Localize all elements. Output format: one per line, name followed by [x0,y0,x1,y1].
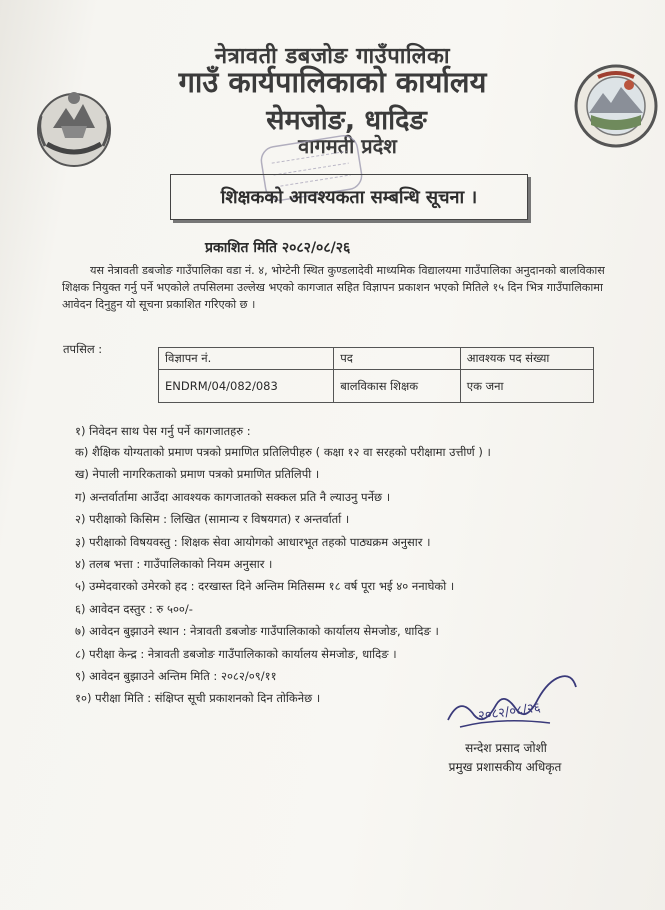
table-header-row [159,348,594,370]
list-item: ग) अन्तर्वार्तामा आउँदा आवश्यक कागजातको सक्कल प्रति नै ल्याउनु पर्नेछ । [75,489,391,504]
signature-date: २०८२/०८/२६ [477,700,542,724]
header-ad-number: विज्ञापन नं. [159,348,334,370]
table-row [159,370,594,403]
list-item: ७) आवेदन बुझाउने स्थान : नेत्रावती डबजोङ गाउँपालिकाको कार्यालय सेमजोङ, धादिङ । [75,624,439,639]
list-item: ५) उम्मेदवारको उमेरको हद : दरखास्त दिने अन्तिम मितिसम्म १८ वर्ष पूरा भई ४० ननाघेको । [75,579,455,594]
requirements-list [75,441,491,710]
list-item: ख) नेपाली नागरिकताको प्रमाण पत्रको प्रमाणित प्रतिलिपी । [75,467,320,482]
province-name: वागमती प्रदेश [298,134,397,158]
header-post: पद [334,348,461,370]
list-item: १०) परीक्षा मिति : संक्षिप्त सूची प्रकाशनको दिन तोकिनेछ । [75,691,321,706]
signatory-title: प्रमुख प्रशासकीय अधिकृत [448,760,562,774]
list-item: ४) तलब भत्ता : गाउँपालिकाको नियम अनुसार । [75,556,273,571]
list-item: क) शैक्षिक योग्यताको प्रमाण पत्रको प्रमाणित प्रतिलिपीहरु ( कक्षा १२ वा सरहको परीक्षामा उत्तीर्ण ) । [75,445,491,459]
notice-title-box [170,174,528,220]
office-location: सेमजोङ, धादिङ [266,105,427,136]
signature-mark [440,665,590,740]
list-item: ९) आवेदन बुझाउने अन्तिम मिति : २०८२/०९/११ [75,668,277,683]
published-date: प्रकाशित मिति २०८२/०८/२६ [205,240,351,256]
list-item: ८) परीक्षा केन्द्र : नेत्रावती डबजोङ गाउँपालिकाको कार्यालय सेमजोङ, धादिङ । [75,646,397,661]
cell-ad-number: ENDRM/04/082/083 [159,370,334,403]
notice-intro-paragraph: यस नेत्रावती डबजोङ गाउँपालिका वडा नं. ४, भोग्टेनी स्थित कुण्डलादेवी माध्यमिक विद्यालयमा गाउँपालिका अनुदानको बालविकास शिक्षक नियुक्त गर्नु पर्ने भएकोले तपसिलमा उल्लेख भएको कागजात सहित विज्ञापन प्रकाशन भएको मितिले १५ दिन भित्र गाउँपालिकामा आवेदन दिनुहुन यो सूचना प्रकाशित गरिएको छ । [62,264,605,311]
list-item: ३) परीक्षाको विषयवस्तु : शिक्षक सेवा आयोगको आधारभूत तहको पाठ्यक्रम अनुसार । [75,534,431,549]
municipality-name: नेत्रावती डबजोङ गाउँपालिका [214,44,451,69]
requirements-title: १) निवेदन साथ पेस गर्नु पर्ने कागजातहरु : [75,424,251,438]
list-item: २) परीक्षाको किसिम : लिखित (सामान्य र विषयगत) र अन्तर्वार्ता । [75,512,350,527]
vacancy-table [158,347,594,403]
cell-required-count: एक जना [460,370,593,403]
list-item: ६) आवेदन दस्तुर : रु ५००/- [75,601,193,616]
tapasil-label: तपसिल : [63,342,103,356]
office-name: गाउँ कार्यपालिकाको कार्यालय [178,65,487,99]
notice-title: शिक्षकको आवश्यकता सम्बन्धि सूचना । [220,187,478,208]
header-required-count: आवश्यक पद संख्या [460,348,593,370]
cell-post: बालविकास शिक्षक [334,370,461,403]
signatory-name: सन्देश प्रसाद जोशी [465,741,547,755]
